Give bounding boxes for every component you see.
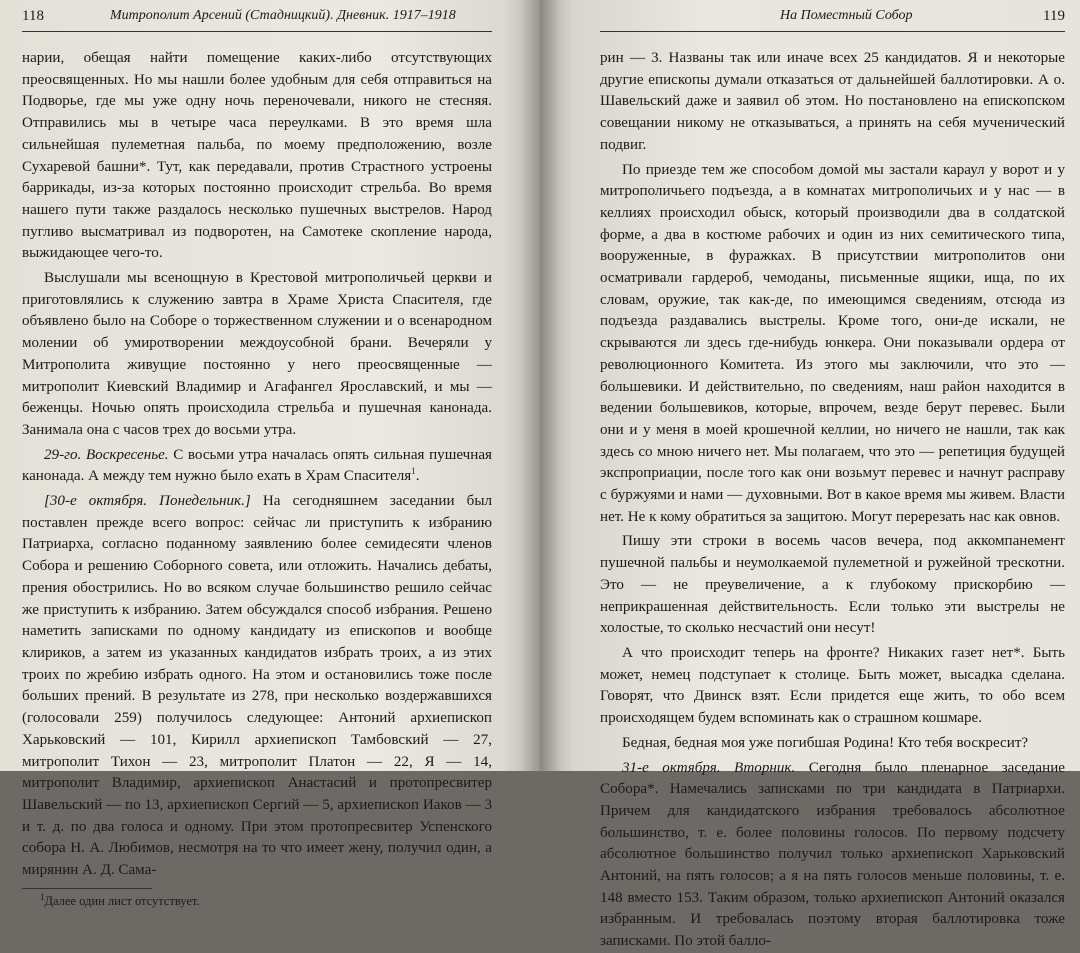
- right-paragraph-6-text: Сегодня было пленарное заседание Собора*. Намечались записками по три кандидата в Патриархи. Причем для кандидатского избрания требовалось абсолютное большинство, т. е. более половины голосов. По первому подсчету абсолютное большинство получил только архиепископ Харьковский Антоний, на пять голосов; а я на пять голосов меньше половины, т. е. 148 вместо 153. Таким образом, только архиепископ Антоний оказался избранным. И требовалась поэтому вторая баллотировка тоже записками. По этой балло-: [600, 759, 1065, 950]
- right-paragraph-5: Бедная, бедная моя уже погибшая Родина! Кто тебя воскресит?: [622, 734, 1029, 751]
- right-paragraph-4: А что происходит теперь на фронте? Никаких газет нет*. Быть может, немец подступает к столице. Быть может, высадка сделана. Говорят, что Двинск взят. Если придется еще жить, то обо всем происходящем будем вспоминать как о страшном кошмаре.: [600, 644, 1065, 727]
- right-page-number: 119: [1043, 8, 1065, 24]
- left-text-block: [22, 48, 492, 909]
- diary-date-30: [30-е октября. Понедельник.]: [44, 493, 251, 510]
- footnote: [22, 893, 492, 909]
- right-paragraph-6: [600, 758, 1065, 953]
- diary-date-29: 29-го. Воскресенье.: [44, 446, 169, 463]
- footnote-text: Далее один лист отсутствует.: [44, 893, 200, 908]
- left-paragraph-1: нарии, обещая найти помещение каких-либо отсутствующих преосвященных. Но мы нашли более удобным для себя отправиться на Подворье, где мы уже одну ночь переночевали, никого не стесняя. Отправились мы в четыре часа переулками. В это время шла сильнейшая пулеметная пальба, по моему предположению, возле Сухаревой башни*. Тут, как передавали, против Страстного устроены баррикады, из-за которых постоянно происходит стрельба. Во время нашего пути также раздалось несколько пушечных выстрелов. Народ пугливо высматривал из подворотен, на Самотеке скопление народа, выжидающее чего-то.: [22, 50, 492, 262]
- left-paragraph-3-end: .: [415, 468, 420, 485]
- right-paragraph-3: Пишу эти строки в восемь часов вечера, под аккомпанемент пушечной пальбы и неумолкаемой пулеметной и ружейной трескотни. Это — не преувеличение, а к глубокому прискорбию — неприкрашенная действительность. Если только эти выстрелы не холостые, то сколько несчастий они несут!: [600, 533, 1065, 637]
- left-paragraph-2: Выслушали мы всенощную в Крестовой митрополичьей церкви и приготовлялись к служению завтра в Храме Христа Спасителя, где объявлено было на Соборе о торжественном служении и о всенародном молении об умиротворении междоусобной брани. Вечеряли у Митрополита живущие постоянно у него преосвященные — митрополит Киевский Владимир и Агафангел Ярославский, и мы — беженцы. Ночью опять происходила стрельба и пушечная канонада. Занимала она с часов трех до восьми утра.: [22, 270, 492, 438]
- right-page: [540, 0, 1080, 950]
- left-running-title: Митрополит Арсений (Стадницкий). Дневник. 1917–1918: [110, 8, 456, 23]
- footnote-rule: [22, 888, 152, 889]
- left-paragraph-3: [22, 445, 492, 488]
- right-text-block: [600, 48, 1065, 953]
- right-running-head: [600, 3, 1065, 32]
- right-running-title: На Поместный Собор: [780, 8, 913, 23]
- right-paragraph-1: рин — 3. Названы так или иначе всех 25 кандидатов. Я и некоторые другие епископы думали отказаться от дальнейшей баллотировки. А о. Шавельский даже и заявил об этом. Но постановлено на епископском совещании никому не отказываться, а принять на себя мученический подвиг.: [600, 50, 1065, 153]
- left-paragraph-4-text: На сегодняшнем заседании был поставлен прежде всего вопрос: сейчас ли приступить к избранию Патриарха, согласно поданному заявлению более семидесяти членов Собора и решению Соборного совета, или отложить. Начались дебаты, прения обострились. Но во всяком случае большинство решило сейчас же приступить к избранию. Затем обсуждался способ избрания. Решено наметить записками по одному кандидату из епископов и вообще клириков, а затем из указанных кандидатов избрать троих, а из этих троих по жребию избрать одного. На этом и остановились тоже после больших прений. В результате из 278, при несколько воздержавшихся (голосовали 259) получилось следующее: Антоний архиепископ Харьковский — 101, Кирилл архиепископ Тамбовский — 27, митрополит Тихон — 23, митрополит Платон — 22, Я — 14, митрополит Владимир, архиепископ Анастасий и протопресвитер Шавельский — по 13, архиепископ Сергий — 5, архиепископ Иаков — 3 и т. д. по два голоса и одному. При этом протопресвитер Успенского собора Н. А. Любимов, несмотря на то что имеет жену, получил один, а мирянин А. Д. Сама-: [22, 493, 492, 879]
- footnote-mark: 1: [40, 891, 45, 902]
- left-page: [0, 0, 540, 908]
- left-running-head: [22, 3, 492, 32]
- footnote-ref-1: 1: [411, 466, 416, 477]
- left-paragraph-4: [22, 491, 492, 882]
- right-paragraph-2: По приезде тем же способом домой мы застали караул у ворот и у митрополичьего подъезда, а в комнатах митрополичьих и у нас — в келлиях происходил обыск, который производили два в солдатской форме, а два в костюме рабочих и один из них семитического типа, вооруженные, в фуражках. В присутствии митрополитов они осматривали гардероб, чемоданы, письменные ящики, ища, по их словам, оружие, так как-де, по имеющимся сведениям, отсюда из подъезда раздавались выстрелы. Кроме того, они-де искали, не скрываются ли здесь где-нибудь юнкера. Они показывали ордера от революционного Комитета. Из этого мы заключили, что это — большевики. И действительно, по сведениям, наш район находится в ведении большевиков, которые, впрочем, везде берут перевес. Были они и у меня в моей крошечной келлии, но ничего не нашли, так как здесь со мною ничего нет. Мы полагаем, что это — репетиция будущей экспроприации, после того как они возьмут перевес и начнут расправу с буржуями и нами — духовными. Вот в какое время мы живем. Власти нет. Не к кому обратиться за защитою. Могут перерезать нас как овнов.: [600, 161, 1065, 525]
- left-paragraph-3-text: С восьми утра началась опять сильная пушечная канонада. А между тем нужно было ехать в Храм Спасителя: [22, 446, 492, 485]
- left-page-number: 118: [22, 8, 44, 24]
- diary-date-31: 31-е октября. Вторник.: [622, 759, 796, 776]
